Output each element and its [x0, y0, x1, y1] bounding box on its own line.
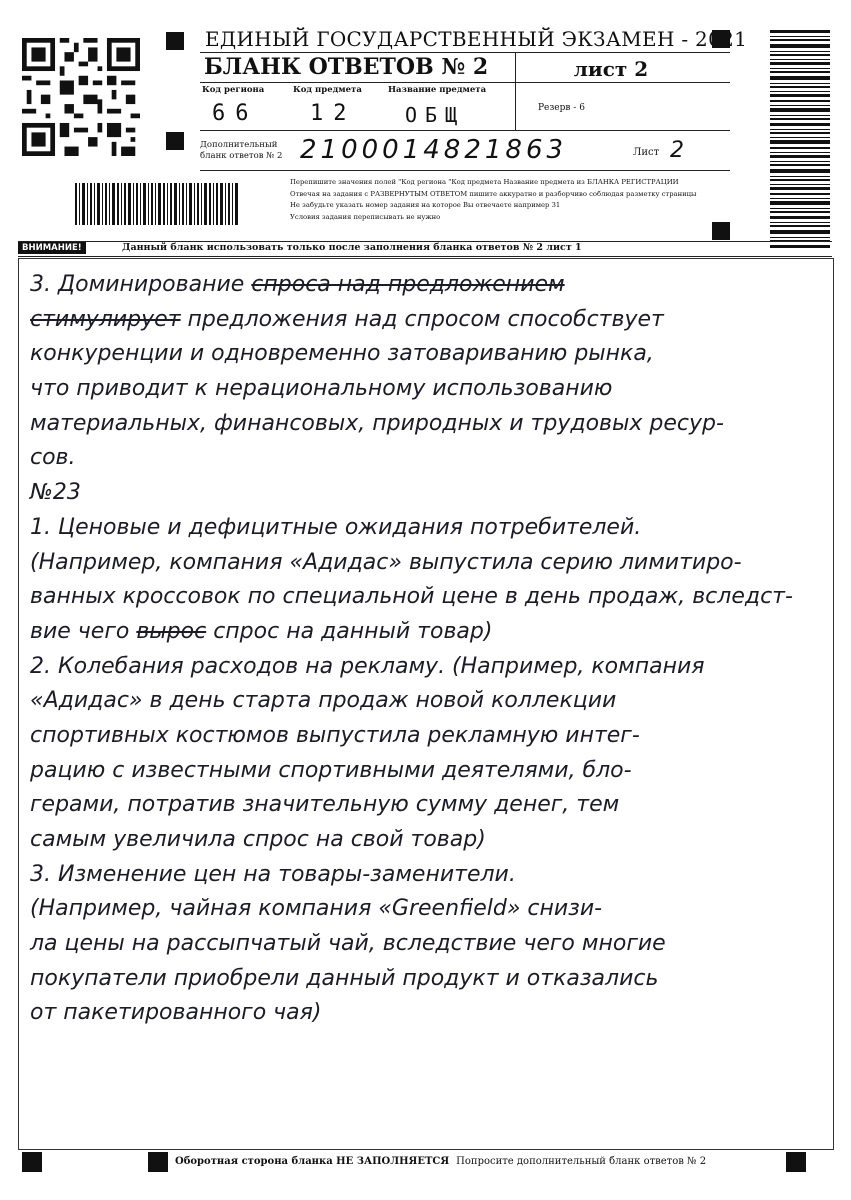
- answer-text: 3. Изменение цен на товары-заменители.: [30, 861, 516, 887]
- handwritten-answer: [30, 268, 820, 1031]
- answer-text: что приводит к нерациональному использованию: [30, 376, 613, 402]
- extra-form-number: 2100014821863: [300, 135, 568, 165]
- answer-text: рацию с известными спортивными деятелями, бло-: [30, 757, 632, 783]
- answer-text: конкуренции и одновременно затовариванию рынка,: [30, 341, 654, 367]
- answer-text: от пакетированного чая): [30, 1000, 322, 1026]
- answer-text: спортивных костюмов выпустила рекламную интег-: [30, 722, 640, 748]
- answer-line: [30, 996, 820, 1031]
- answer-line: [30, 719, 820, 754]
- footer-bold: Оборотная сторона бланка НЕ ЗАПОЛНЯЕТСЯ: [175, 1156, 450, 1167]
- answer-line: [30, 892, 820, 927]
- answer-text: 2. Колебания расходов на рекламу. (Например, компания: [30, 653, 705, 679]
- registration-mark: [22, 1152, 42, 1172]
- answer-line: [30, 754, 820, 789]
- region-code-value: 66: [212, 101, 259, 126]
- answer-line: [30, 580, 820, 615]
- divider: [200, 170, 730, 171]
- answer-line: [30, 546, 820, 581]
- answer-line: [30, 441, 820, 476]
- answer-line: [30, 858, 820, 893]
- answer-text: ла цены на рассыпчатый чай, вследствие чего многие: [30, 931, 666, 957]
- answer-line: [30, 962, 820, 997]
- answer-text: «Адидас» в день старта продаж новой коллекции: [30, 688, 617, 714]
- divider: [200, 130, 730, 131]
- registration-mark: [786, 1152, 806, 1172]
- answer-text: вие чего: [30, 618, 137, 644]
- answer-text: ванных кроссовок по специальной цене в день продаж, вследст-: [30, 584, 793, 610]
- answer-text: самым увеличила спрос на свой товар): [30, 827, 486, 852]
- divider: [515, 52, 516, 130]
- answer-line: [30, 337, 820, 372]
- extra-form-label: Дополнительный бланк ответов № 2: [200, 140, 283, 161]
- exam-title: ЕДИНЫЙ ГОСУДАРСТВЕННЫЙ ЭКЗАМЕН - 2021: [205, 27, 748, 51]
- reserve-label: Резерв - 6: [538, 103, 585, 113]
- answer-line: [30, 268, 820, 303]
- answer-line: [30, 788, 820, 823]
- subject-code-value: 12: [310, 101, 357, 126]
- warning-text: Данный бланк использовать только после заполнения бланка ответов № 2 лист 1: [122, 242, 582, 253]
- answer-line: [30, 372, 820, 407]
- answer-text: сов.: [30, 445, 76, 471]
- registration-mark: [148, 1152, 168, 1172]
- qr-code: [22, 38, 140, 156]
- struck-text: спроса над предложением: [251, 272, 565, 297]
- warning-tag: ВНИМАНИЕ!: [18, 242, 86, 254]
- divider: [200, 52, 730, 53]
- region-code-label: Код региона: [202, 85, 265, 95]
- divider: [200, 82, 730, 83]
- answer-line: [30, 650, 820, 685]
- form-title: БЛАНК ОТВЕТОВ № 2: [204, 54, 489, 80]
- answer-text: 1. Ценовые и дефицитные ожидания потребителей.: [30, 514, 642, 540]
- answer-line: [30, 407, 820, 442]
- instruction-line: Не забудьте указать номер задания на которое Вы отвечаете например 31: [290, 201, 561, 209]
- answer-line: [30, 823, 820, 858]
- instructions: [290, 177, 740, 223]
- instruction-line: Отвечая на задания с РАЗВЕРНУТЫМ ОТВЕТОМ пишите аккуратно и разборчиво соблюдая разметку страницы: [290, 189, 697, 198]
- footer-note: [175, 1156, 706, 1167]
- answer-line: [30, 927, 820, 962]
- list-value: 2: [670, 138, 684, 163]
- answer-line: [30, 476, 820, 511]
- registration-mark: [166, 32, 184, 50]
- answer-line: [30, 511, 820, 546]
- subject-name-value: ОБЩ: [405, 103, 466, 127]
- answer-text: спрос на данный товар): [206, 618, 493, 644]
- answer-text: материальных, финансовых, природных и трудовых ресур-: [30, 410, 724, 436]
- subject-code-label: Код предмета: [293, 85, 362, 95]
- barcode-vertical: [770, 30, 830, 248]
- registration-mark: [166, 132, 184, 150]
- answer-text: 3. Доминирование: [30, 272, 252, 297]
- answer-text: покупатели приобрели данный продукт и отказались: [30, 965, 659, 991]
- footer-normal: Попросите дополнительный бланк ответов № 2: [456, 1156, 707, 1167]
- answer-text: герами, потратив значительную сумму денег, тем: [30, 792, 620, 818]
- struck-text: вырос: [136, 618, 207, 644]
- answer-text: (Например, компания «Адидас» выпустила серию лимитиро-: [30, 549, 742, 575]
- answer-text: №23: [30, 480, 81, 506]
- subject-name-label: Название предмета: [388, 85, 487, 95]
- barcode-horizontal: [75, 183, 240, 225]
- answer-line: [30, 615, 820, 650]
- instruction-line: Перепишите значения полей "Код региона "Код предмета Название предмета из БЛАНКА РЕГИСТРАЦИИ: [290, 178, 679, 186]
- answer-line: [30, 684, 820, 719]
- sheet-label: лист 2: [573, 57, 649, 81]
- answer-text: (Например, чайная компания «Greenfield» снизи-: [30, 896, 603, 922]
- answer-line: [30, 303, 820, 338]
- registration-mark: [712, 222, 730, 240]
- instruction-line: Условия задания переписывать не нужно: [290, 212, 441, 221]
- answer-text: предложения над спросом способствует: [180, 306, 664, 332]
- list-label: Лист: [633, 147, 660, 158]
- struck-text: стимулирует: [30, 306, 181, 332]
